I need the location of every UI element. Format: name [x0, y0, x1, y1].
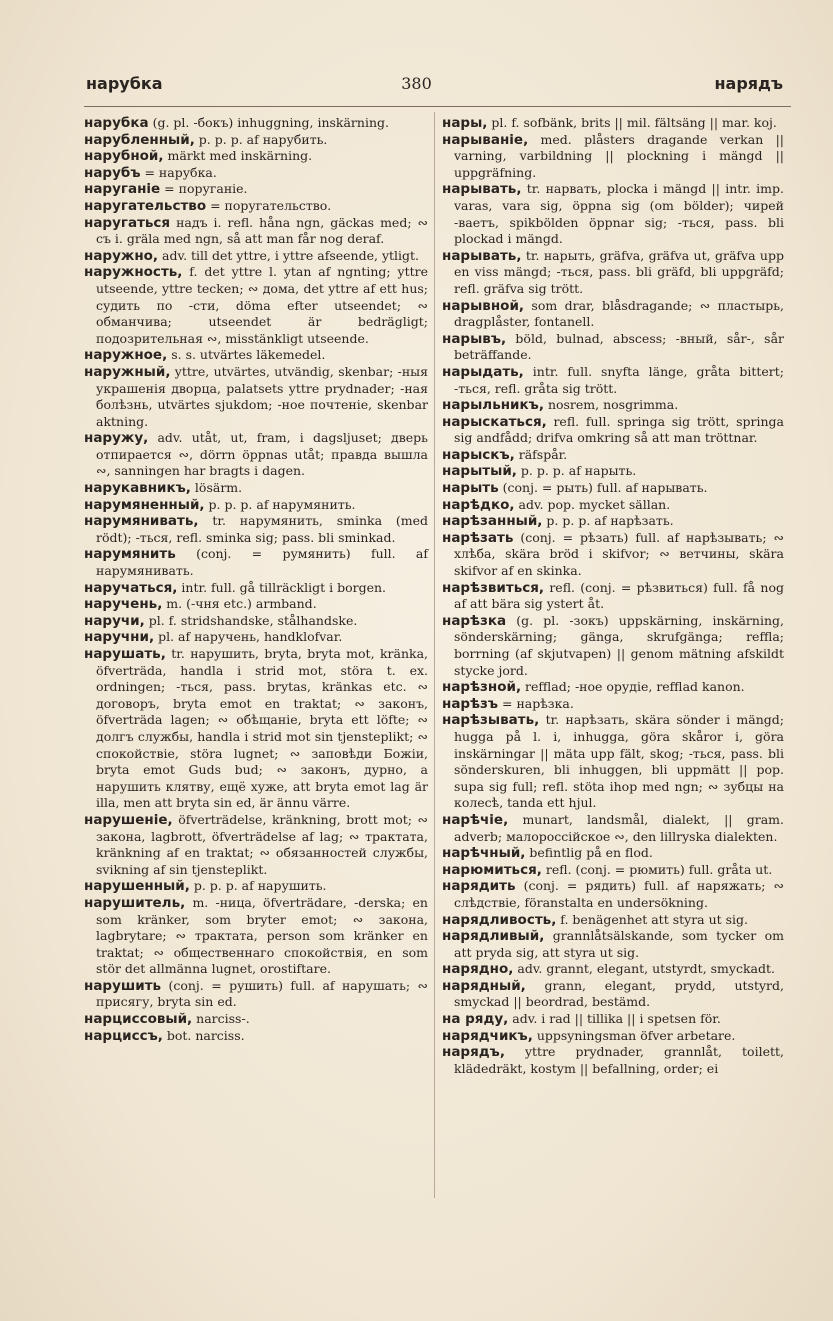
definition: (conj. = рѣзать) full. af нарѣзывать; ∾ хлѣба, skära bröd i skifvor; ∾ ветчины, skära skifvor af en skinka.: [454, 529, 784, 579]
right-column: [442, 115, 784, 1077]
right-entry: [442, 447, 784, 464]
definition: adv. till det yttre, i yttre afseende, ytligt.: [158, 247, 420, 263]
headword: нарытый,: [442, 463, 517, 480]
left-entry: [84, 215, 428, 248]
column-divider: [434, 112, 435, 1198]
right-entry: [442, 248, 784, 298]
right-entry: [442, 912, 784, 929]
right-entry: [442, 1044, 784, 1077]
left-entry: [84, 580, 428, 597]
left-entry: [84, 264, 428, 347]
definition: pl. af наручень, handklofvar.: [154, 629, 343, 645]
headword: наручаться,: [84, 579, 178, 596]
headword: нарѣзать: [442, 529, 514, 546]
definition: grannlåtsälskande, som tycker om att pryda sig, att styra ut sig.: [454, 928, 784, 960]
right-entry: [442, 978, 784, 1011]
headword: нарукавникъ,: [84, 480, 191, 497]
right-entry: [442, 712, 784, 812]
left-entry: [84, 812, 428, 878]
right-entry: [442, 696, 784, 713]
left-entry: [84, 497, 428, 514]
right-entry: [442, 928, 784, 961]
headword: нарядно,: [442, 961, 514, 978]
definition: надъ i. refl. håna ngn, gäckas med; ∾ съ i. gräla med ngn, så att man får nog deraf.: [96, 214, 428, 247]
headword: нарывъ,: [442, 330, 507, 347]
left-entry: [84, 629, 428, 646]
definition: nosrem, nosgrimma.: [543, 397, 679, 413]
right-entry: [442, 1011, 784, 1028]
right-entry: [442, 845, 784, 862]
definition: adv. i rad || tillika || i spetsen för.: [508, 1011, 721, 1027]
headword: нарядчикъ,: [442, 1027, 533, 1044]
definition: befintlig på en flod.: [525, 845, 653, 861]
definition: pl. f. sofbänk, brits || mil. fältsäng || mar. koj.: [487, 115, 777, 130]
left-entry: [84, 480, 428, 497]
headword: нарушать,: [84, 646, 166, 662]
running-head-right: нарядъ: [714, 74, 783, 93]
definition: adv. grannt, elegant, utstyrdt, smyckadt.: [513, 961, 776, 977]
headword: нары,: [442, 115, 488, 131]
headword: нарумянивать,: [84, 513, 199, 530]
definition: yttre, utvärtes, utvändig, skenbar; -ныя украшенія дворца, palatsets yttre prydnader; -ная болѣзнь, utvärtes sjukdom; -ное почтеніе, skenbar aktning.: [96, 363, 428, 429]
right-entry: [442, 679, 784, 696]
headword: нарѣзвиться,: [442, 579, 545, 596]
headword: нарюмиться,: [442, 861, 542, 878]
right-entry: [442, 513, 784, 530]
definition: tr. нарумянить, sminka (med rödt); -ться, refl. sminka sig; pass. bli sminkad.: [96, 513, 428, 545]
right-entry: [442, 480, 784, 497]
right-entry: [442, 298, 784, 331]
headword: наругательство: [84, 197, 207, 214]
headword: нарѣзывать,: [442, 712, 540, 729]
right-entry: [442, 580, 784, 613]
definition: p. p. p. af нарѣзать.: [542, 513, 674, 529]
right-entry: [442, 115, 784, 132]
definition: refl. (conj. = рюмить) full. gråta ut.: [541, 861, 773, 877]
headword: нарыскаться,: [442, 413, 547, 430]
left-entry: [84, 613, 428, 630]
definition: böld, bulnad, abscess; -вный, sår-, sår beträffande.: [454, 330, 784, 363]
left-entry: [84, 1028, 428, 1045]
definition: grann, elegant, prydd, utstyrd, smyckad || beordrad, bestämd.: [454, 977, 784, 1010]
headword: нарубленный,: [84, 131, 195, 148]
definition: uppsyningsman öfver arbetare.: [532, 1027, 736, 1043]
left-entry: [84, 198, 428, 215]
running-head-left: нарубка: [86, 74, 163, 93]
left-entry: [84, 546, 428, 579]
right-entry: [442, 862, 784, 879]
headword: нарушитель,: [84, 894, 186, 911]
headword: нарывной,: [442, 297, 525, 314]
left-entry: [84, 430, 428, 480]
headword: нарѣчный,: [442, 845, 526, 862]
headword: нарядный,: [442, 977, 526, 994]
headword: нарыскъ,: [442, 446, 515, 463]
right-entry: [442, 414, 784, 447]
headword: наручи,: [84, 612, 145, 629]
headword: наручень,: [84, 596, 163, 613]
definition: lösärm.: [190, 480, 243, 496]
headword: нарѣзъ: [442, 695, 499, 712]
headword: на ряду,: [442, 1011, 509, 1028]
right-entry: [442, 878, 784, 911]
headword: нарѣдко,: [442, 496, 515, 513]
right-entry: [442, 132, 784, 182]
right-entry: [442, 530, 784, 580]
right-entry: [442, 812, 784, 845]
right-entry: [442, 364, 784, 397]
left-column: [84, 115, 428, 1044]
headword: нарядить: [442, 878, 516, 895]
definition: räfspår.: [514, 446, 568, 462]
definition: refl. full. springa sig trött, springa sig andfådd; drifva omkring så att man tröttnar.: [454, 413, 784, 446]
headword: нарушить: [84, 977, 162, 994]
headword: нарубка: [84, 115, 149, 131]
definition: med. plåsters dragande verkan || varning, varbildning || plockning i mängd || uppgräfning.: [454, 131, 784, 180]
definition: m. -ница, öfverträdare, -derska; en som kränker, som bryter emot; ∾ закона, lagbrytare; ∾ трактата, person som kränker en traktat; ∾ общественнаго спокойствія, en som stör det allmänna lugnet, orostiftare.: [96, 894, 428, 977]
definition: narciss-.: [192, 1011, 250, 1027]
definition: (conj. = румянить) full. af нарумянивать.: [96, 546, 428, 579]
definition: f. benägenhet att styra ut sig.: [556, 911, 749, 927]
definition: tr. нарыть, gräfva, gräfva ut, gräfva upp en viss mängd; -ться, pass. bli gräfd, bli uppgräfd; refl. gräfva sig trött.: [454, 247, 784, 296]
definition: (g. pl. -зокъ) uppskärning, inskärning, sönderskärning; gänga, skrufgänga; reffla; borrning (af skjutvapen) || genom mätning afskildt stycke jord.: [454, 612, 784, 678]
definition: pl. f. stridshandske, stålhandske.: [144, 612, 358, 628]
right-entry: [442, 331, 784, 364]
definition: = поругательство.: [206, 197, 332, 213]
definition: yttre prydnader, grannlåt, toilett, klädedräkt, kostym || befallning, order; ei: [454, 1044, 784, 1076]
definition: = нарубка.: [140, 164, 217, 180]
definition: = нарѣзка.: [498, 695, 574, 711]
headword: нарѣзанный,: [442, 513, 543, 530]
headword: нарциссовый,: [84, 1011, 193, 1028]
headword: наручни,: [84, 629, 155, 646]
headword: нарубной,: [84, 148, 164, 165]
headword: нарѣчіе,: [442, 811, 509, 828]
headword: нарциссъ,: [84, 1027, 163, 1044]
headword: нарѣзка: [442, 612, 507, 629]
definition: p. p. p. af нарушить.: [189, 878, 327, 894]
definition: p. p. p. af нарубить.: [194, 131, 328, 147]
definition: s. s. utvärtes läkemedel.: [167, 347, 326, 363]
definition: märkt med inskärning.: [163, 148, 313, 164]
headword: нарыльникъ,: [442, 397, 544, 414]
headword: нарывать,: [442, 181, 522, 198]
headword: наружный,: [84, 363, 171, 380]
definition: intr. full. snyfta länge, gråta bittert; -ться, refl. gråta sig trött.: [454, 363, 784, 396]
right-entry: [442, 463, 784, 480]
left-entry: [84, 646, 428, 812]
headword: наруганіе: [84, 181, 161, 198]
left-entry: [84, 181, 428, 198]
definition: refflad; -ное орудіе, refflad kanon.: [521, 679, 745, 695]
headword: нарумяненный,: [84, 496, 205, 513]
definition: (conj. = рядить) full. af наряжать; ∾ слѣдствіе, föranstalta en undersökning.: [454, 878, 784, 910]
headword: наругаться: [84, 214, 171, 231]
headword: нарядливость,: [442, 911, 557, 928]
definition: = поруганіе.: [160, 181, 248, 197]
left-entry: [84, 115, 428, 132]
definition: tr. нарушить, bryta, bryta mot, kränka, öfverträda, handla i strid mot, störa t. ex. ordningen; -ться, pass. brytas, kränkas etc. ∾ договоръ, bryta emot en traktat; ∾ законъ, öfverträda lagen; ∾ обѣщаніе, bryta ett löfte; ∾ долгъ службы, handla i strid mot sin tjensteplikt; ∾ спокойствіе, störa lugnet; ∾ заповѣди Божіи, bryta emot Guds bud; ∾ законъ, дурно, а нарушить клятву, ещё хуже, att bryta emot lag är illa, men att bryta sin ed, är ännu värre.: [96, 646, 428, 811]
definition: (g. pl. -бокъ) inhuggning, inskärning.: [148, 115, 389, 130]
left-entry: [84, 364, 428, 430]
header-rule: [84, 106, 791, 107]
headword: нарумянить: [84, 546, 176, 563]
left-entry: [84, 878, 428, 895]
right-entry: [442, 497, 784, 514]
headword: нарядъ,: [442, 1044, 505, 1061]
headword: нарѣзной,: [442, 679, 522, 696]
right-entry: [442, 961, 784, 978]
left-entry: [84, 248, 428, 265]
headword: наружность,: [84, 264, 183, 281]
right-entry: [442, 613, 784, 679]
right-entry: [442, 397, 784, 414]
definition: f. det yttre l. ytan af ngnting; yttre utseende, yttre tecken; ∾ дома, det yttre af ett hus; судить по -сти, döma efter utseendet; ∾ обманчива; utseendet är bedrägligt; подозрительная ∾, misstänkligt utseende.: [96, 264, 428, 346]
definition: tr. нарѣзать, skära sönder i mängd; hugga på l. i, inhugga, göra skåror i, göra inskärningar || mäta upp fält, skog; -ться, pass. bli sönderskuren, bli inhuggen, bli uppmätt || pop. supa sig full; refl. stöta ihop med ngn; ∾ зубцы на колесѣ, tanda ett hjul.: [454, 712, 784, 811]
definition: adv. utåt, ut, fram, i dagsljuset; дверь отпирается ∾, dörrn öppnas utåt; правда вышла ∾, sanningen har bragts i dagen.: [96, 430, 428, 479]
headword: нарывать,: [442, 247, 522, 264]
headword: наружно,: [84, 247, 159, 264]
left-entry: [84, 148, 428, 165]
left-entry: [84, 165, 428, 182]
headword: нарыть: [442, 480, 499, 497]
headword: нарядливый,: [442, 928, 545, 945]
definition: tr. нарвать, plocka i mängd || intr. imp. varas, vara sig, öppna sig (om bölder); чирей -ваетъ, spikbölden öppnar sig; -ться, pass. bli plockad i mängd.: [454, 181, 784, 247]
definition: (conj. = рыть) full. af нарывать.: [498, 480, 708, 496]
headword: нарушеніе,: [84, 811, 173, 828]
definition: som drar, blåsdragande; ∾ пластырь, dragplåster, fontanell.: [454, 297, 784, 330]
page-number: 380: [401, 74, 432, 93]
definition: bot. narciss.: [162, 1027, 245, 1043]
headword: нарушенный,: [84, 878, 190, 895]
left-entry: [84, 596, 428, 613]
headword: нарубъ: [84, 164, 141, 181]
definition: (conj. = рушить) full. af нарушать; ∾ присягу, bryta sin ed.: [96, 977, 428, 1010]
headword: наружу,: [84, 430, 149, 447]
left-entry: [84, 347, 428, 364]
left-entry: [84, 513, 428, 546]
headword: нарываніе,: [442, 131, 529, 148]
right-entry: [442, 1028, 784, 1045]
definition: refl. (conj. = рѣзвиться) full. få nog af att bära sig ystert åt.: [454, 579, 784, 612]
headword: наружное,: [84, 347, 168, 364]
definition: p. p. p. af нарумянить.: [204, 496, 356, 512]
left-entry: [84, 978, 428, 1011]
definition: intr. full. gå tillräckligt i borgen.: [177, 579, 387, 595]
definition: p. p. p. af нарыть.: [516, 463, 637, 479]
left-entry: [84, 132, 428, 149]
headword: нарыдать,: [442, 363, 524, 380]
definition: m. (-чня etc.) armband.: [162, 596, 317, 612]
right-entry: [442, 181, 784, 247]
definition: adv. pop. mycket sällan.: [514, 496, 671, 512]
left-entry: [84, 895, 428, 978]
left-entry: [84, 1011, 428, 1028]
definition: öfverträdelse, kränkning, brott mot; ∾ закона, lagbrott, öfverträdelse af lag; ∾ трактата, kränkning af en traktat; ∾ обязанностей службы, svikning af sin tjensteplikt.: [96, 811, 428, 877]
definition: munart, landsmål, dialekt, || gram. adverb; малороссійское ∾, den lillryska dialekten.: [454, 811, 784, 844]
